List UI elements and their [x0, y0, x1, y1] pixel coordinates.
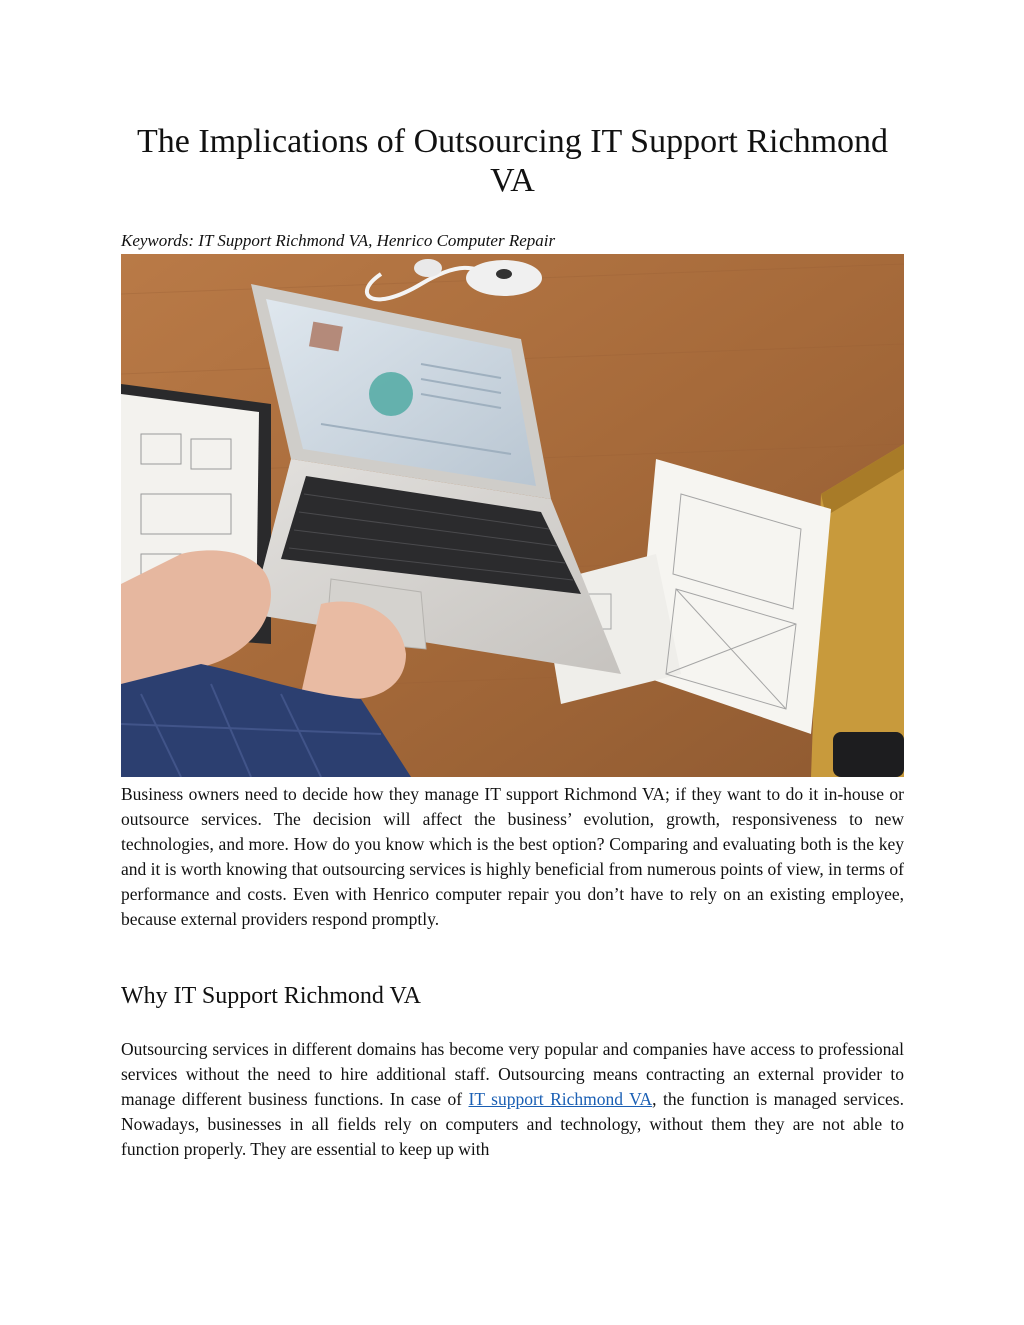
laptop-desk-photo [121, 254, 904, 777]
paragraph-text-before-link: Outsourcing services in different domains has become very popular and companies have access to professional services without the need to hire additional staff. Outsourcing means contracting an external provider to manage different business functions. In case of [121, 1039, 904, 1109]
keywords-line: Keywords: IT Support Richmond VA, Henrico Computer Repair [121, 231, 556, 250]
document-title: The Implications of Outsourcing IT Support Richmond VA [136, 123, 889, 199]
outsourcing-paragraph [121, 1037, 904, 1162]
paragraph-text-after-link: , the function is managed services. Nowadays, businesses in all fields rely on computers and technology, without them they are not able to function properly. They are essential to keep up with [121, 1089, 904, 1159]
intro-paragraph: Business owners need to decide how they manage IT support Richmond VA; if they want to do it in-house or outsource services. The decision will affect the business’ evolution, growth, responsiveness to new technologies, and more. How do you know which is the best option? Comparing and evaluating both is the key and it is worth knowing that outsourcing services is highly beneficial from numerous points of view, in terms of performance and costs. Even with Henrico computer repair you don’t have to rely on an existing employee, because external providers respond promptly. [121, 784, 904, 929]
it-support-richmond-link[interactable]: IT support Richmond VA [468, 1089, 653, 1109]
section-heading: Why IT Support Richmond VA [121, 983, 422, 1009]
